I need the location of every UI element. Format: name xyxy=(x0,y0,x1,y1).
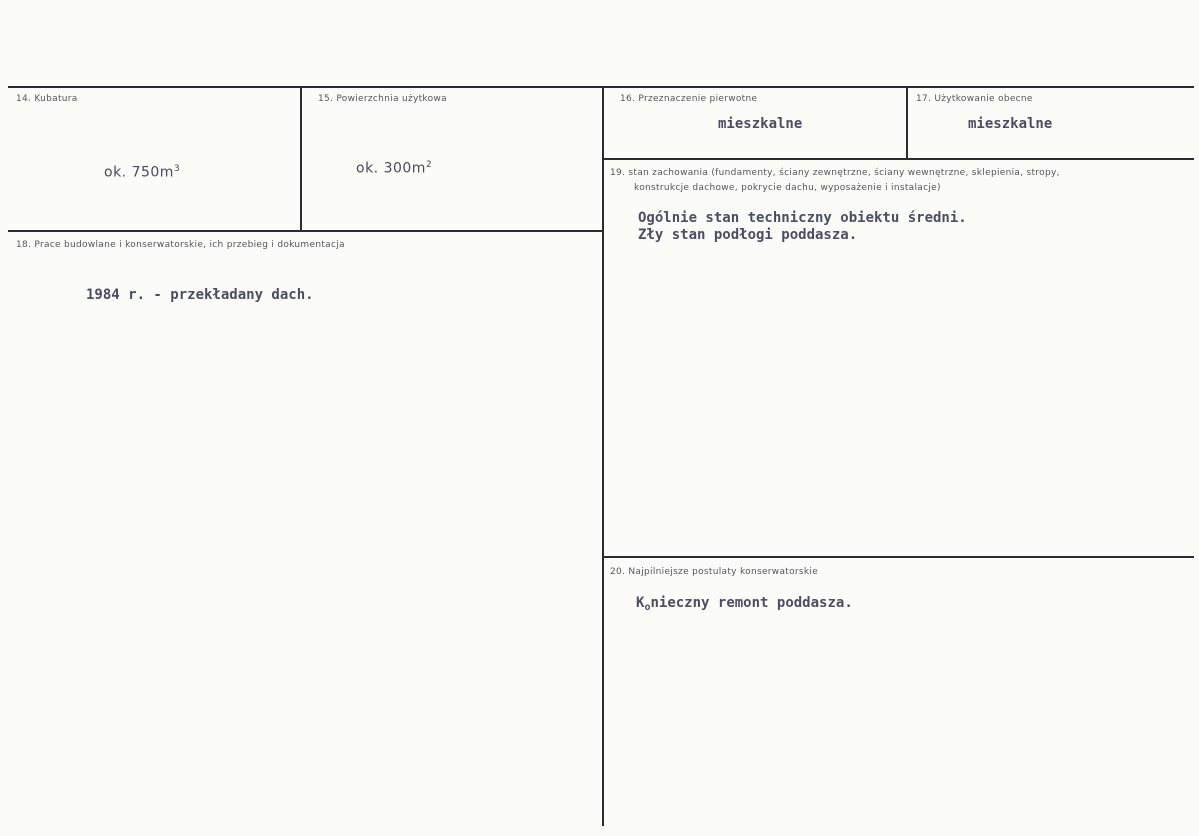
field-17-value: mieszkalne xyxy=(968,116,1053,132)
main-col-divider xyxy=(602,86,604,826)
field-19-label-line1: 19. stan zachowania (fundamenty, ściany zewnętrzne, ściany wewnętrzne, sklepienia, stropy, xyxy=(610,168,1060,178)
field-19-label-line2: konstrukcje dachowe, pokrycie dachu, wyposażenie i instalacje) xyxy=(634,183,941,193)
row1-divider-left xyxy=(8,230,602,232)
field-19-value-line1: Ogólnie stan techniczny obiektu średni. xyxy=(638,210,967,226)
field-17-label: 17. Użytkowanie obecne xyxy=(916,94,1033,104)
field-16-value: mieszkalne xyxy=(718,116,803,132)
field-18-label: 18. Prace budowlane i konserwatorskie, ich przebieg i dokumentacja xyxy=(16,240,345,250)
row1-divider-right xyxy=(604,158,1194,160)
field-15-value-sup: 2 xyxy=(425,160,433,170)
field-14-label: 14. Kubatura xyxy=(16,94,78,104)
section20-divider xyxy=(604,556,1194,558)
field-15-label: 15. Powierzchnia użytkowa xyxy=(318,94,447,104)
field-14-value xyxy=(104,164,180,181)
field-20-value-sub: o xyxy=(644,602,651,613)
field-16-label: 16. Przeznaczenie pierwotne xyxy=(620,94,758,104)
field-15-value-text: ok. 300m xyxy=(356,160,426,177)
field-20-value xyxy=(636,595,853,616)
field-15-value xyxy=(356,160,432,177)
field-19-value-line2: Zły stan podłogi poddasza. xyxy=(638,227,858,243)
col-divider-16-17 xyxy=(906,86,908,160)
field-14-value-text: ok. 750m xyxy=(104,164,174,181)
top-border xyxy=(8,86,1194,88)
col-divider-14-15 xyxy=(300,86,302,232)
field-20-value-rest: nieczny remont poddasza. xyxy=(650,595,853,611)
field-14-value-sup: 3 xyxy=(173,164,181,174)
field-20-value-first: K xyxy=(636,595,645,611)
field-18-value: 1984 r. - przekładany dach. xyxy=(86,287,314,303)
field-20-label: 20. Najpilniejsze postulaty konserwatorskie xyxy=(610,567,819,577)
